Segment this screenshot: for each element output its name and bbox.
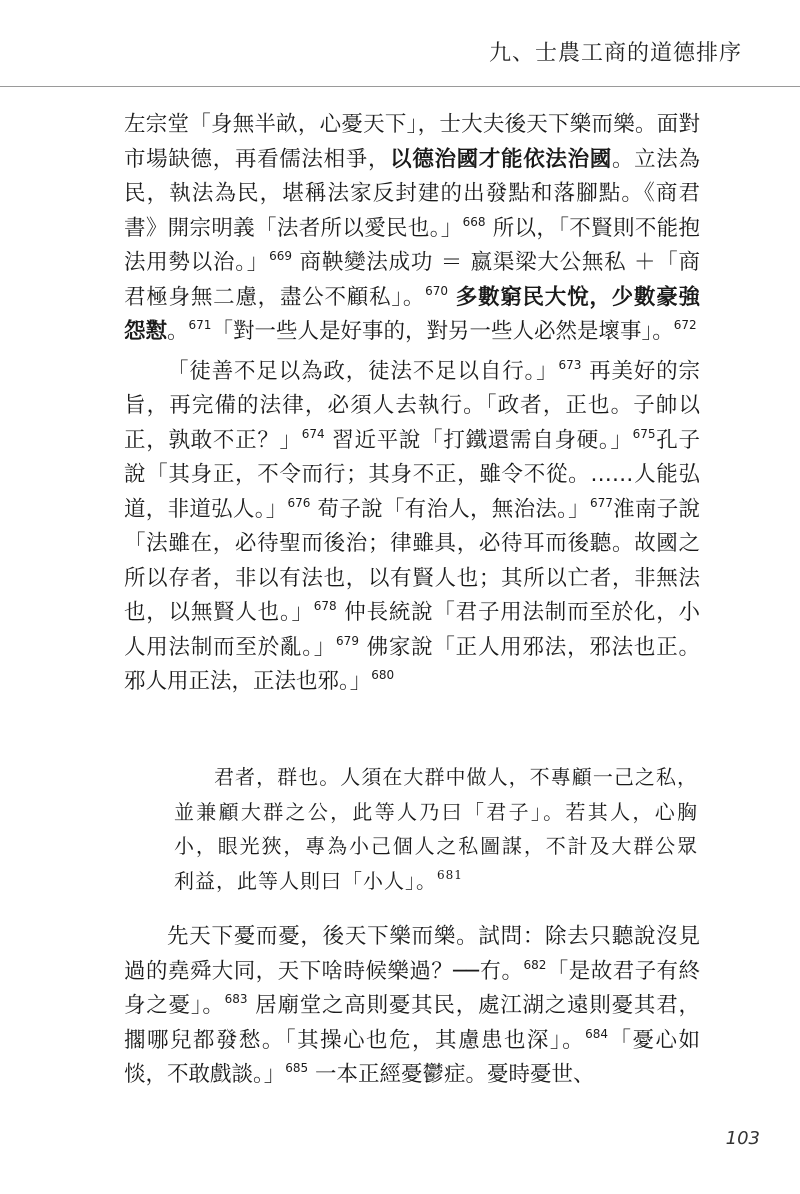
footnote-ref[interactable]: 674 bbox=[301, 426, 325, 441]
footnote-ref[interactable]: 676 bbox=[287, 495, 311, 510]
footnote-ref[interactable]: 684 bbox=[585, 1026, 609, 1041]
footnote-ref[interactable]: 669 bbox=[269, 249, 292, 263]
page-number: 103 bbox=[725, 1128, 760, 1149]
text-run: 仲長統說「君子用法制而至於化，小人用法制而至於亂。」 bbox=[124, 600, 700, 660]
text-run: 荀子說「有治人，無治法。」 bbox=[310, 496, 590, 522]
text-run: 所以，「不賢則不能抱法用勢以治。」 bbox=[124, 215, 700, 275]
footnote-ref[interactable]: 680 bbox=[371, 668, 395, 682]
paragraph-1 bbox=[124, 108, 700, 350]
footnote-ref[interactable]: 679 bbox=[336, 633, 359, 648]
paragraph-3 bbox=[124, 920, 700, 1093]
main-text-continued bbox=[124, 920, 700, 1093]
footnote-ref[interactable]: 677 bbox=[589, 495, 613, 510]
text-run: 佛家說「正人用邪法，邪法也正。邪人用正法，正法也邪。」 bbox=[124, 634, 700, 694]
footnote-ref[interactable]: 673 bbox=[558, 357, 582, 372]
block-quote bbox=[174, 760, 698, 898]
header-rule bbox=[0, 86, 800, 87]
text-run: 。立法為民，執法為民，堪稱法家反封建的出發點和落腳點。《商君書》開宗明義「法者所以愛民也。」 bbox=[124, 146, 700, 241]
footnote-ref[interactable]: 671 bbox=[188, 318, 212, 332]
text-run: 「對一些人是好事的，對另一些人必然是壞事」。 bbox=[211, 319, 674, 344]
text-run: 一本正經憂鬱症。憂時憂世、 bbox=[308, 1062, 595, 1087]
text-run: 商鞅變法成功 ＝ 嬴渠梁大公無私 ＋「商君極身無二慮，盡公不顧私」。 bbox=[124, 250, 700, 310]
footnote-ref[interactable]: 685 bbox=[285, 1061, 309, 1075]
text-run: 「憂心如惔，不敢戲談。」 bbox=[124, 1027, 700, 1087]
text-run: 。 bbox=[167, 319, 189, 344]
footnote-ref[interactable]: 675 bbox=[632, 426, 656, 441]
footnote-ref[interactable]: 683 bbox=[224, 992, 248, 1006]
text-run: 居廟堂之高則憂其民，處江湖之遠則憂其君，擱哪兒都發愁。「其操心也危，其慮患也深」。 bbox=[124, 993, 700, 1053]
text-run: 再美好的宗旨，再完備的法律，必須人去執行。「政者，正也。子帥以正，孰敢不正？」 bbox=[124, 358, 700, 453]
footnote-ref[interactable]: 670 bbox=[425, 283, 449, 298]
text-run: 「是故君子有終身之憂」。 bbox=[124, 958, 700, 1018]
quote-text: 君者，群也。人須在大群中做人，不專顧一己之私，並兼顧大群之公，此等人乃曰「君子」。若其人，心胸小，眼光狹，專為小己個人之私圖謀，不計及大群公眾利益，此等人則曰「小人」。 bbox=[174, 765, 698, 893]
footnote-ref[interactable]: 681 bbox=[437, 867, 463, 882]
text-run: 左宗堂「身無半畝，心憂天下」，士大夫後天下樂而樂。面對市場缺德，再看儒法相爭， bbox=[124, 112, 700, 172]
text-run: 習近平說「打鐵還需自身硬。」 bbox=[324, 427, 633, 453]
footnote-ref[interactable]: 668 bbox=[462, 214, 486, 229]
text-run: 「徒善不足以為政，徒法不足以自行。」 bbox=[167, 358, 559, 384]
footnote-ref[interactable]: 682 bbox=[523, 957, 547, 972]
quote-paragraph bbox=[174, 760, 698, 898]
bold-text: 多數窮民大悅，少數豪強怨懟 bbox=[124, 284, 700, 344]
paragraph-2 bbox=[124, 355, 700, 700]
running-header: 九、士農工商的道德排序 bbox=[488, 41, 742, 66]
text-run: 先天下憂而憂，後天下樂而樂。試問：除去只聽說沒見過的堯舜大同，天下啥時候樂過？──冇。 bbox=[124, 924, 700, 984]
bold-text: 以德治國才能依法治國 bbox=[390, 146, 612, 172]
footnote-ref[interactable]: 672 bbox=[673, 318, 697, 332]
footnote-ref[interactable]: 678 bbox=[313, 599, 337, 613]
text-run bbox=[448, 285, 456, 310]
text-run: 孔子說「其身正，不令而行；其身不正，雖令不從。……人能弘道，非道弘人。」 bbox=[124, 427, 700, 522]
text-run: 淮南子說「法雖在，必待聖而後治；律雖具，必待耳而後聽。故國之所以存者，非以有法也，以有賢人也；其所以亡者，非無法也，以無賢人也。」 bbox=[124, 496, 700, 625]
main-text bbox=[124, 108, 700, 705]
